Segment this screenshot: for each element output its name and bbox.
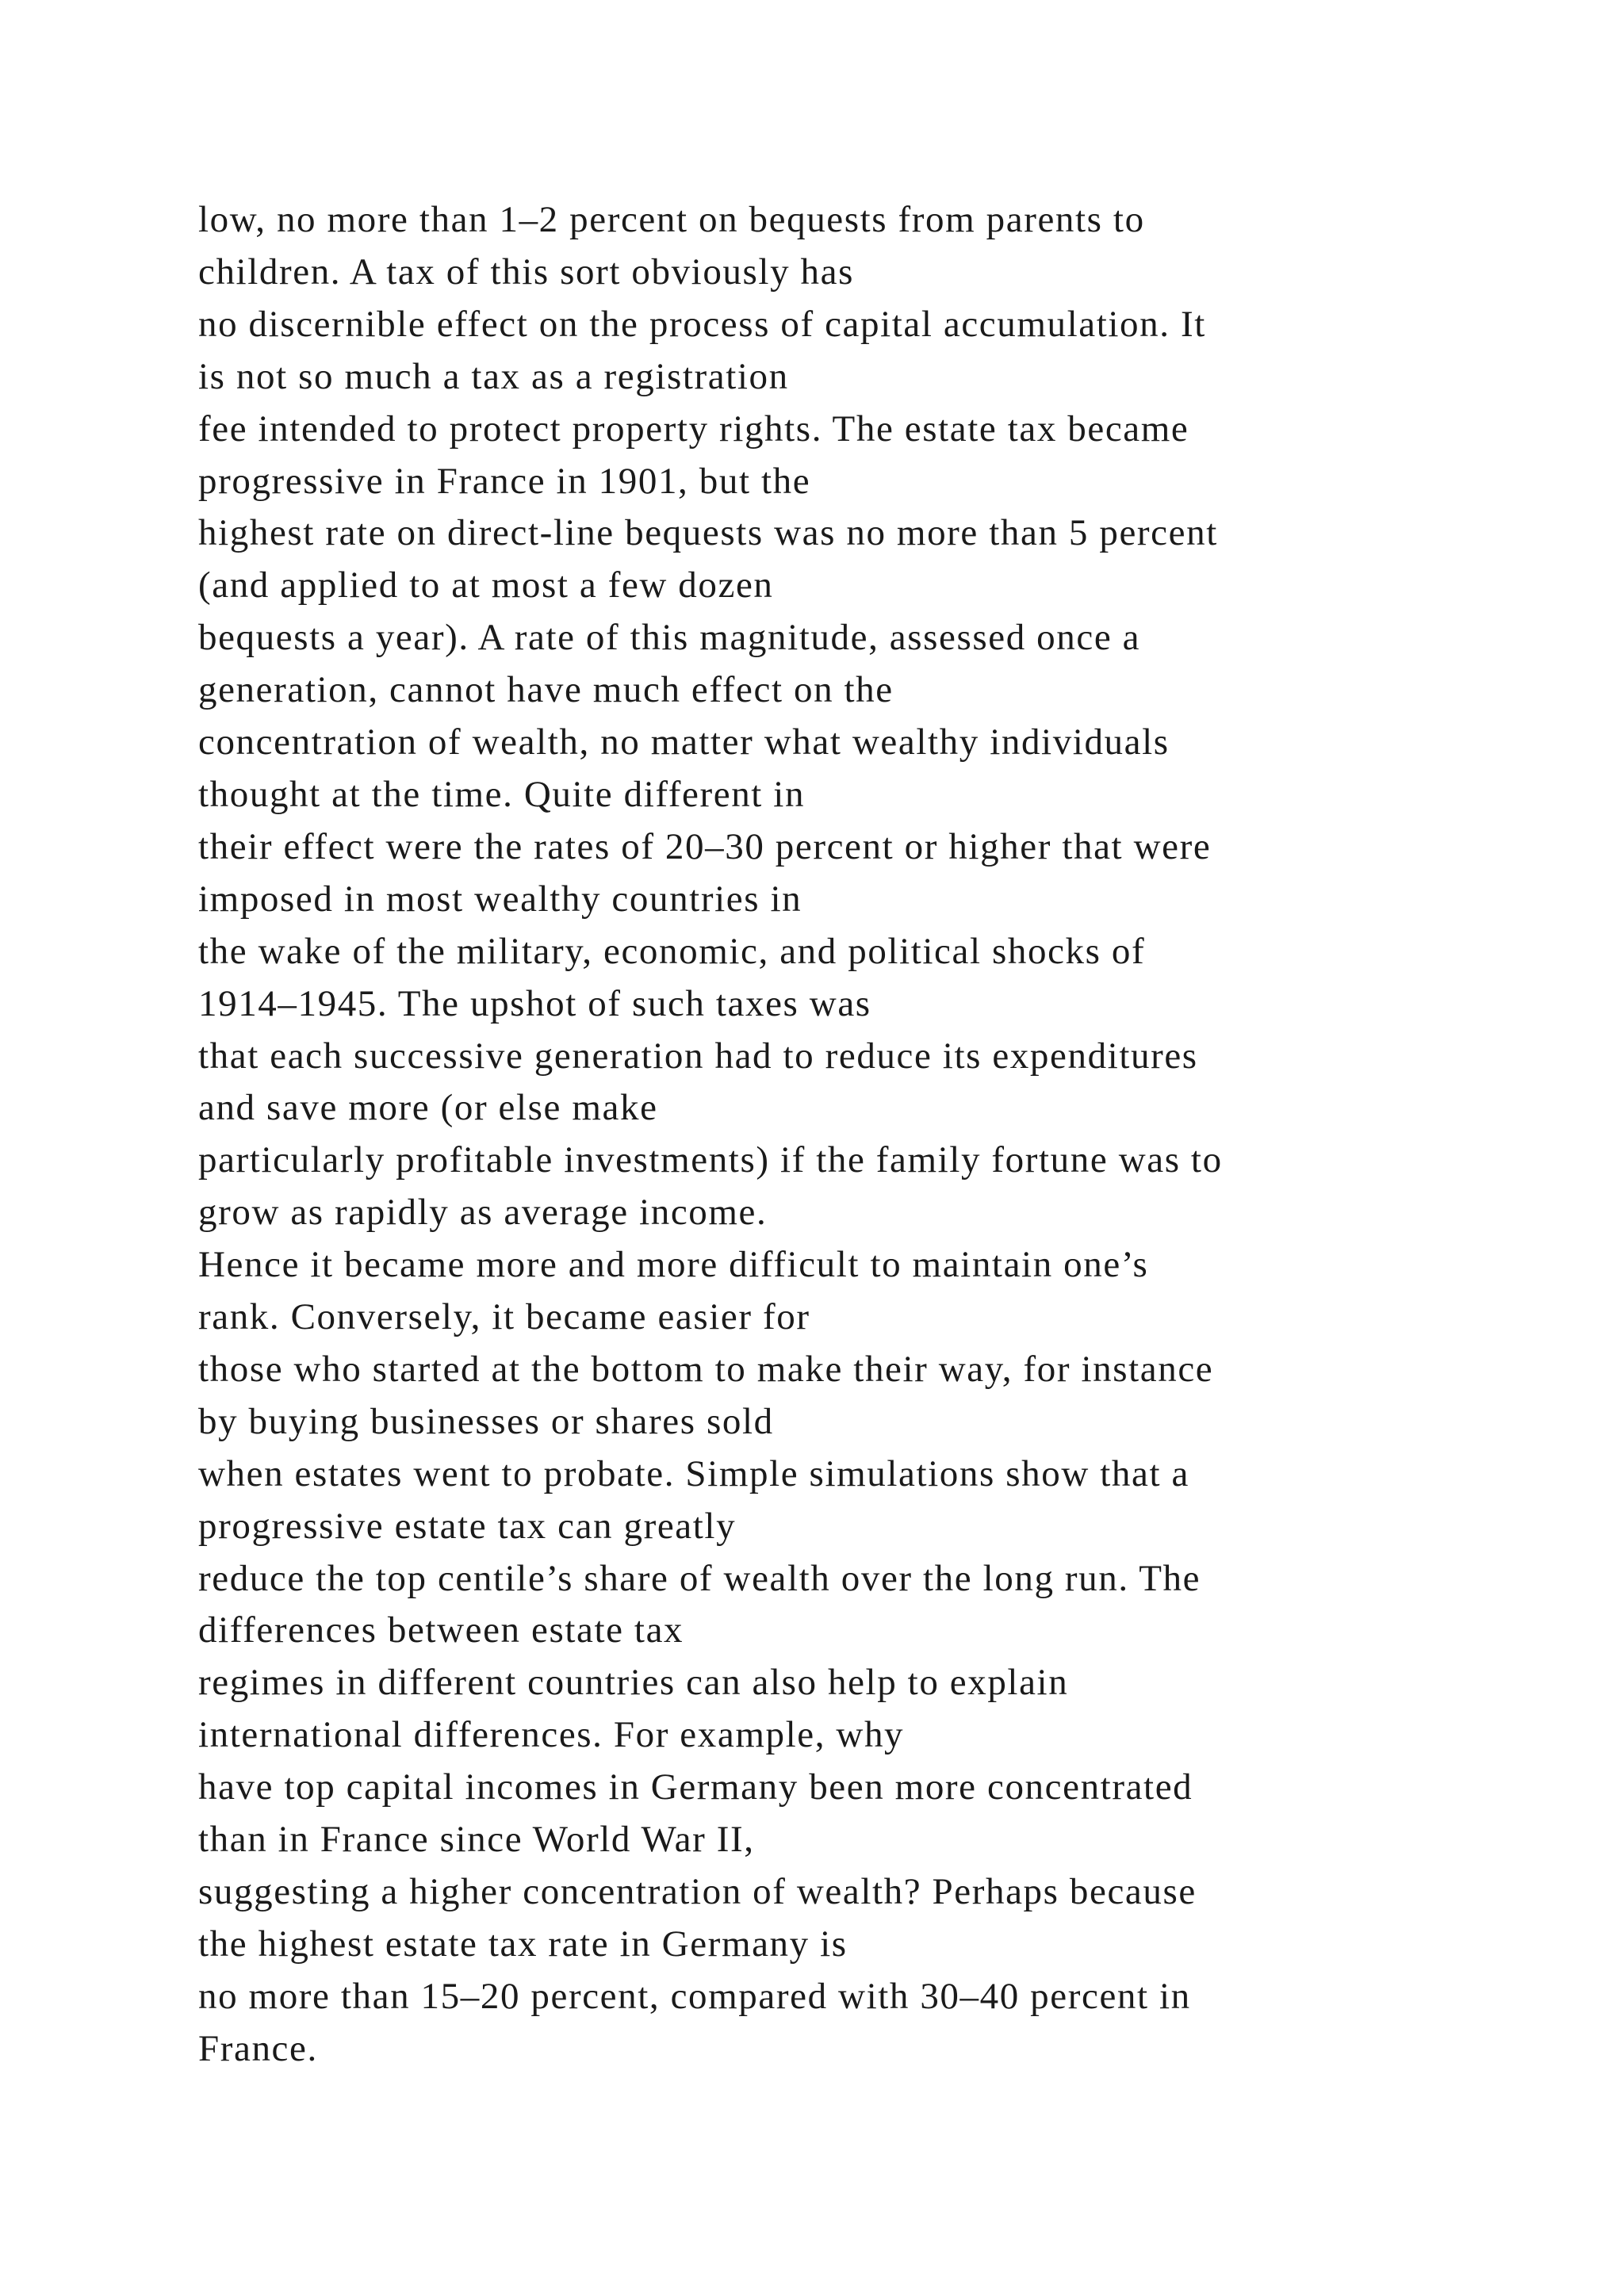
text-line: international differences. For example, why [198,1714,905,1756]
text-line: the highest estate tax rate in Germany is [198,1923,848,1965]
text-line: no more than 15–20 percent, compared with 30–40 percent in [198,1975,1191,2017]
text-line: that each successive generation had to reduce its expenditures [198,1035,1198,1077]
text-line: particularly profitable investments) if the family fortune was to [198,1139,1223,1181]
text-line: rank. Conversely, it became easier for [198,1296,810,1338]
text-line: by buying businesses or shares sold [198,1400,774,1442]
text-line: imposed in most wealthy countries in [198,878,802,920]
text-line: and save more (or else make [198,1087,658,1129]
text-line: reduce the top centile’s share of wealth over the long run. The [198,1557,1201,1599]
text-line: generation, cannot have much effect on the [198,669,894,711]
text-line: regimes in different countries can also help to explain [198,1662,1069,1704]
text-line: France. [198,2027,318,2069]
text-line: suggesting a higher concentration of wealth? Perhaps because [198,1871,1197,1912]
text-line: 1914–1945. The upshot of such taxes was [198,982,871,1024]
text-line: progressive in France in 1901, but the [198,460,811,502]
text-line: no discernible effect on the process of capital accumulation. It [198,303,1206,345]
text-line: those who started at the bottom to make their way, for instance [198,1348,1214,1390]
text-line: than in France since World War II, [198,1819,755,1861]
text-line: have top capital incomes in Germany been more concentrated [198,1766,1193,1808]
text-line: is not so much a tax as a registration [198,355,789,397]
text-line: children. A tax of this sort obviously has [198,251,854,293]
text-line: (and applied to at most a few dozen [198,564,774,607]
text-line: differences between estate tax [198,1609,684,1651]
text-line: progressive estate tax can greatly [198,1505,737,1547]
text-line: thought at the time. Quite different in [198,773,806,815]
text-line: bequests a year). A rate of this magnitude, assessed once a [198,617,1141,659]
text-line: low, no more than 1–2 percent on bequests from parents to [198,199,1145,240]
text-line: Hence it became more and more difficult to maintain one’s [198,1244,1149,1286]
text-line: fee intended to protect property rights. The estate tax became [198,408,1189,450]
text-line: grow as rapidly as average income. [198,1192,768,1234]
text-line: their effect were the rates of 20–30 percent or higher that were [198,825,1212,867]
body-text [198,194,1499,2076]
text-line: concentration of wealth, no matter what wealthy individuals [198,721,1170,763]
text-line: the wake of the military, economic, and political shocks of [198,930,1146,972]
text-line: when estates went to probate. Simple simulations show that a [198,1452,1189,1494]
text-line: highest rate on direct-line bequests was no more than 5 percent [198,512,1218,554]
